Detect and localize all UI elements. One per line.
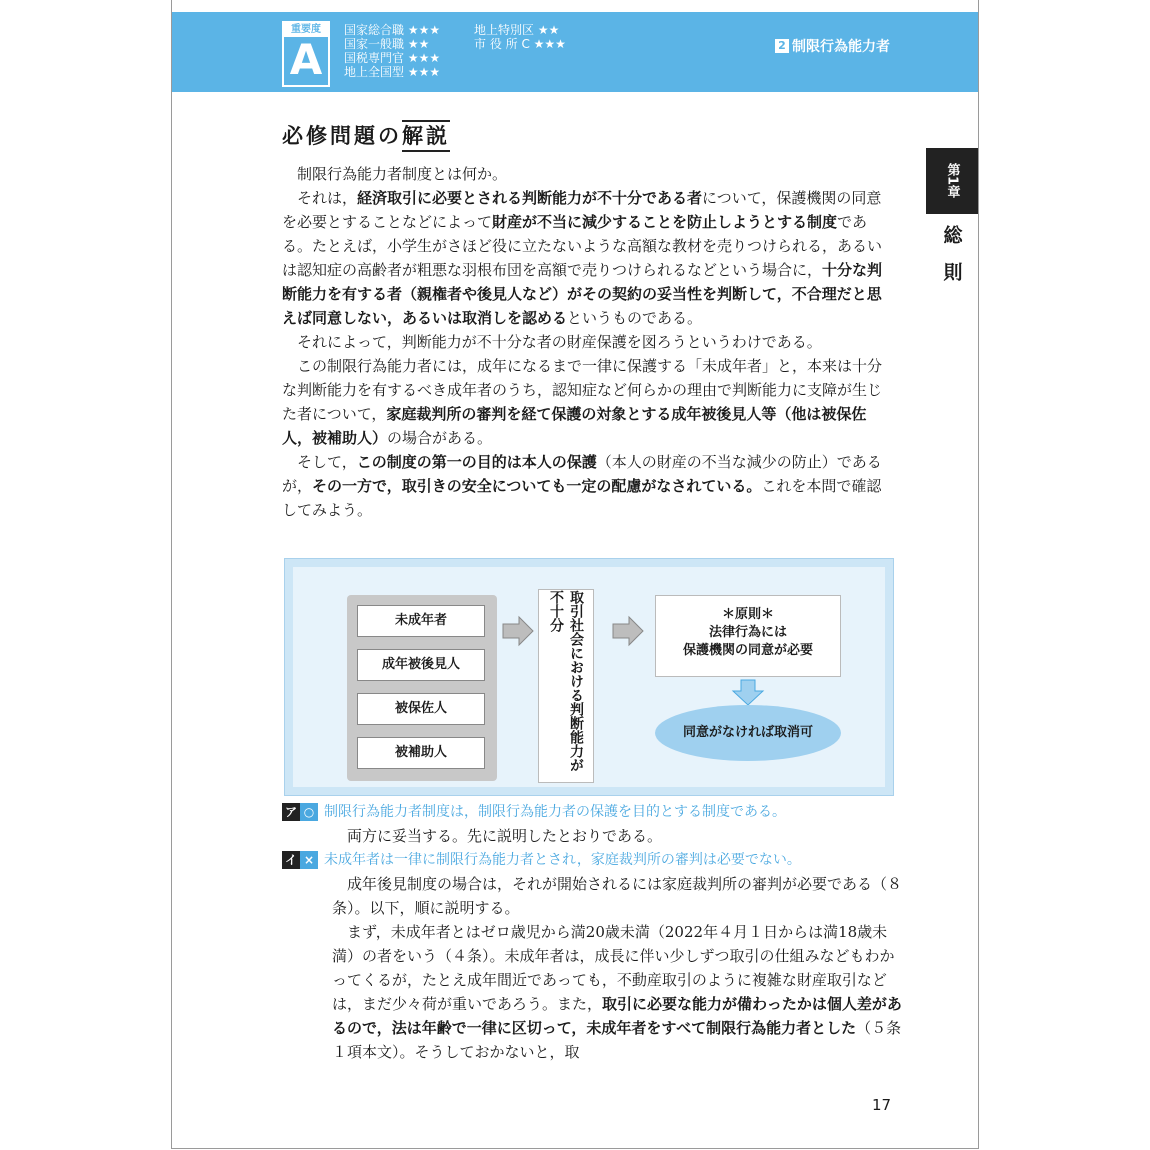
importance-letter: A — [289, 35, 323, 84]
answer-i — [282, 848, 902, 1064]
section-title-part1: 必修問題の — [282, 124, 402, 148]
answer-i-statement: 未成年者は一律に制限行為能力者とされ，家庭裁判所の審判は必要でない。 — [324, 852, 801, 868]
header-band — [172, 12, 978, 92]
result-ellipse: 同意がなければ取消可 — [655, 705, 841, 761]
group-item-person-under-curatorship: 被保佐人 — [357, 693, 485, 725]
exam-ratings-left — [344, 23, 440, 79]
chapter-name: 総則 — [940, 225, 963, 299]
answer-i-body — [282, 872, 902, 1064]
answer-a-body — [282, 824, 902, 848]
paragraph: それによって，判断能力が不十分な者の財産保護を図ろうというわけである。 — [297, 333, 822, 351]
rating-item: 国家一般職 ★★ — [344, 37, 430, 51]
chapter-tab: 第1章 — [926, 148, 978, 214]
group-item-person-under-assistance: 被補助人 — [357, 737, 485, 769]
incorrect-mark-icon: × — [300, 851, 318, 869]
topic-title — [775, 36, 890, 56]
arrow-down-icon — [731, 679, 765, 707]
principle-line: 保護機関の同意が必要 — [682, 643, 813, 658]
correct-mark-icon: ○ — [300, 803, 318, 821]
arrow-right-icon — [611, 615, 645, 647]
answer-i-label: イ — [282, 851, 300, 869]
paragraph: 両方に妥当する。先に説明したとおりである。 — [347, 827, 663, 845]
paragraph: 制限行為能力者制度とは何か。 — [297, 165, 508, 183]
principle-box — [655, 595, 841, 677]
paragraph: この制限行為能力者には，成年になるまで一律に保護する「未成年者」と，本来は十分な判断能力を有するべき成年者のうち，認知症など何らかの理由で判断能力に支障が生じた者について，家庭裁判所の審判を経て保護の対象とする成年被後見人等（他は被保佐人，被補助人）の場合がある。 — [282, 357, 883, 447]
principle-line: 法律行為には — [708, 625, 787, 640]
insufficient-capacity-box: 取引社会における判断能力が不十分 — [538, 589, 594, 783]
exam-ratings-right — [474, 23, 566, 51]
answer-a-header — [282, 800, 902, 824]
explanation-body — [282, 162, 892, 522]
rating-item: 地上特別区 ★★ — [474, 23, 560, 37]
answer-a-statement: 制限行為能力者制度は，制限行為能力者の保護を目的とする制度である。 — [324, 804, 786, 820]
section-title-part2: 解説 — [402, 120, 450, 152]
answer-a — [282, 800, 902, 848]
group-item-minor: 未成年者 — [357, 605, 485, 637]
incapacitated-persons-group — [347, 595, 497, 781]
flow-diagram — [284, 558, 894, 796]
answer-i-header — [282, 848, 902, 872]
topic-title-text: 制限行為能力者 — [792, 39, 890, 55]
paragraph: そして，この制度の第一の目的は本人の保護（本人の財産の不当な減少の防止）であるが，その一方で，取引きの安全についても一定の配慮がなされている。これを本問で確認してみよう。 — [282, 453, 882, 519]
rating-item: 地上全国型 ★★★ — [344, 65, 441, 79]
page-number: 17 — [872, 1096, 892, 1114]
principle-heading: ＊原則＊ — [721, 607, 774, 622]
page — [171, 0, 979, 1149]
group-item-adult-ward: 成年被後見人 — [357, 649, 485, 681]
arrow-right-icon — [501, 615, 535, 647]
rating-item: 国税専門官 ★★★ — [344, 51, 441, 65]
paragraph: それは，経済取引に必要とされる判断能力が不十分である者について，保護機関の同意を必要とすることなどによって財産が不当に減少することを防止しようとする制度である。たとえば，小学生がさほど役に立たないような高額な教材を売りつけられる，あるいは認知症の高齢者が粗悪な羽根布団を高額で売りつけられるなどという場合に，十分な判断能力を有する者（親権者や後見人など）がその契約の妥当性を判断して，不合理だと思えば同意しない，あるいは取消しを認めるというものである。 — [282, 189, 883, 327]
importance-level-box — [282, 21, 330, 87]
answer-a-label: ア — [282, 803, 300, 821]
paragraph: まず，未成年者とはゼロ歳児から満20歳未満（2022年４月１日からは満18歳未満）の者をいう（４条）。未成年者は，成長に伴い少しずつ取引の仕組みなどもわかってくるが，たとえ成年間近であっても，不動産取引のように複雑な財産取引などは，まだ少々荷が重いであろう。また，取引に必要な能力が備わったかは個人差があるので，法は年齢で一律に区切って，未成年者をすべて制限行為能力者とした（５条１項本文）。そうしておかないと，取 — [332, 923, 902, 1061]
rating-item: 国家総合職 ★★★ — [344, 23, 441, 37]
importance-label: 重要度 — [284, 23, 328, 37]
paragraph: 成年後見制度の場合は，それが開始されるには家庭裁判所の審判が必要である（８条）。以下，順に説明する。 — [332, 875, 903, 917]
rating-item: 市 役 所 C ★★★ — [474, 37, 566, 51]
topic-number: 2 — [775, 39, 789, 53]
diagram-inner — [293, 567, 885, 787]
section-title — [282, 120, 450, 150]
